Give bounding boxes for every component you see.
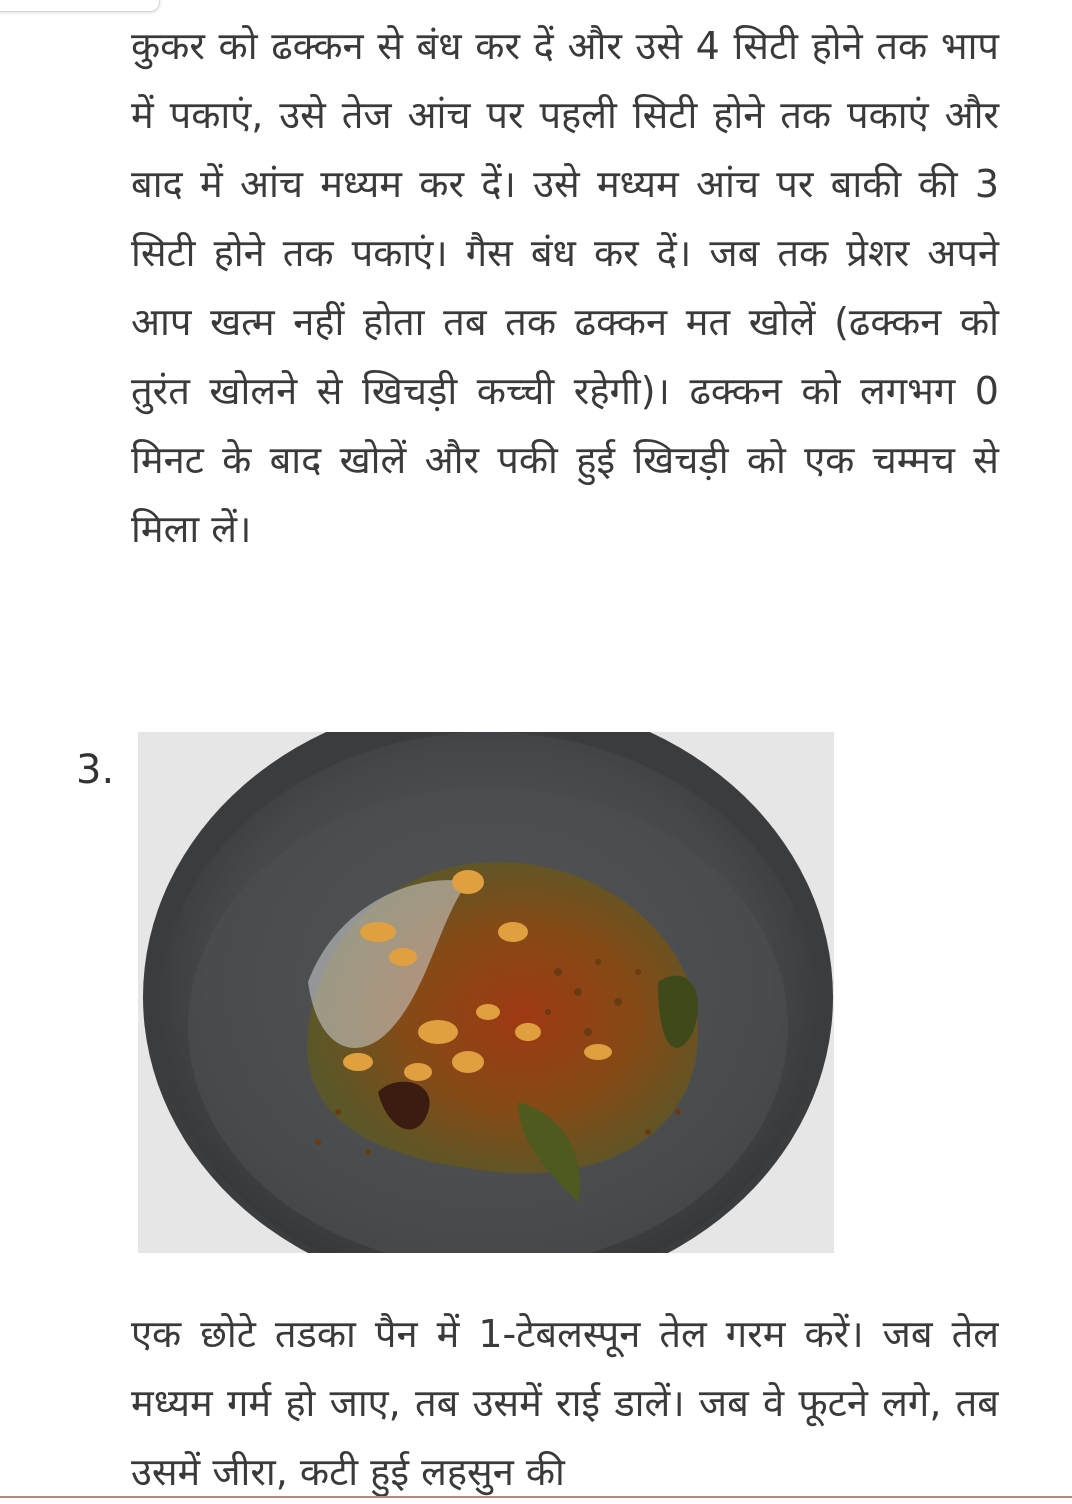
step-3-number: 3. — [76, 747, 115, 793]
step-3-photo-tadka-bowl — [138, 732, 834, 1253]
bottom-divider — [0, 1496, 1072, 1498]
step-4-instruction-text: एक छोटे तडका पैन में 1-टेबलस्पून तेल गरम करें। जब तेल मध्यम गर्म हो जाए, तब उसमें राई डालें। जब वे फूटने लगे, तब उसमें जीरा, कटी हुई लहसुन की — [131, 1312, 999, 1494]
top-tab-remnant — [0, 0, 160, 12]
step-2-instruction-text: कुकर को ढक्कन से बंध कर दें और उसे 4 सिटी होने तक भाप में पकाएं, उसे तेज आंच पर पहली सिटी होने तक पकाएं और बाद में आंच मध्यम कर दें। उसे मध्यम आंच पर बाकी की 3 सिटी होने तक पकाएं। गैस बंध कर दें। जब तक प्रेशर अपने आप खत्म नहीं होता तब तक ढक्कन मत खोलें (ढक्कन को तुरंत खोलने से खिचड़ी कच्ची रहेगी)। ढक्कन को लगभग 0 मिनट के बाद खोलें और पकी हुई खिचड़ी को एक चम्मच से मिला लें। — [131, 24, 999, 551]
